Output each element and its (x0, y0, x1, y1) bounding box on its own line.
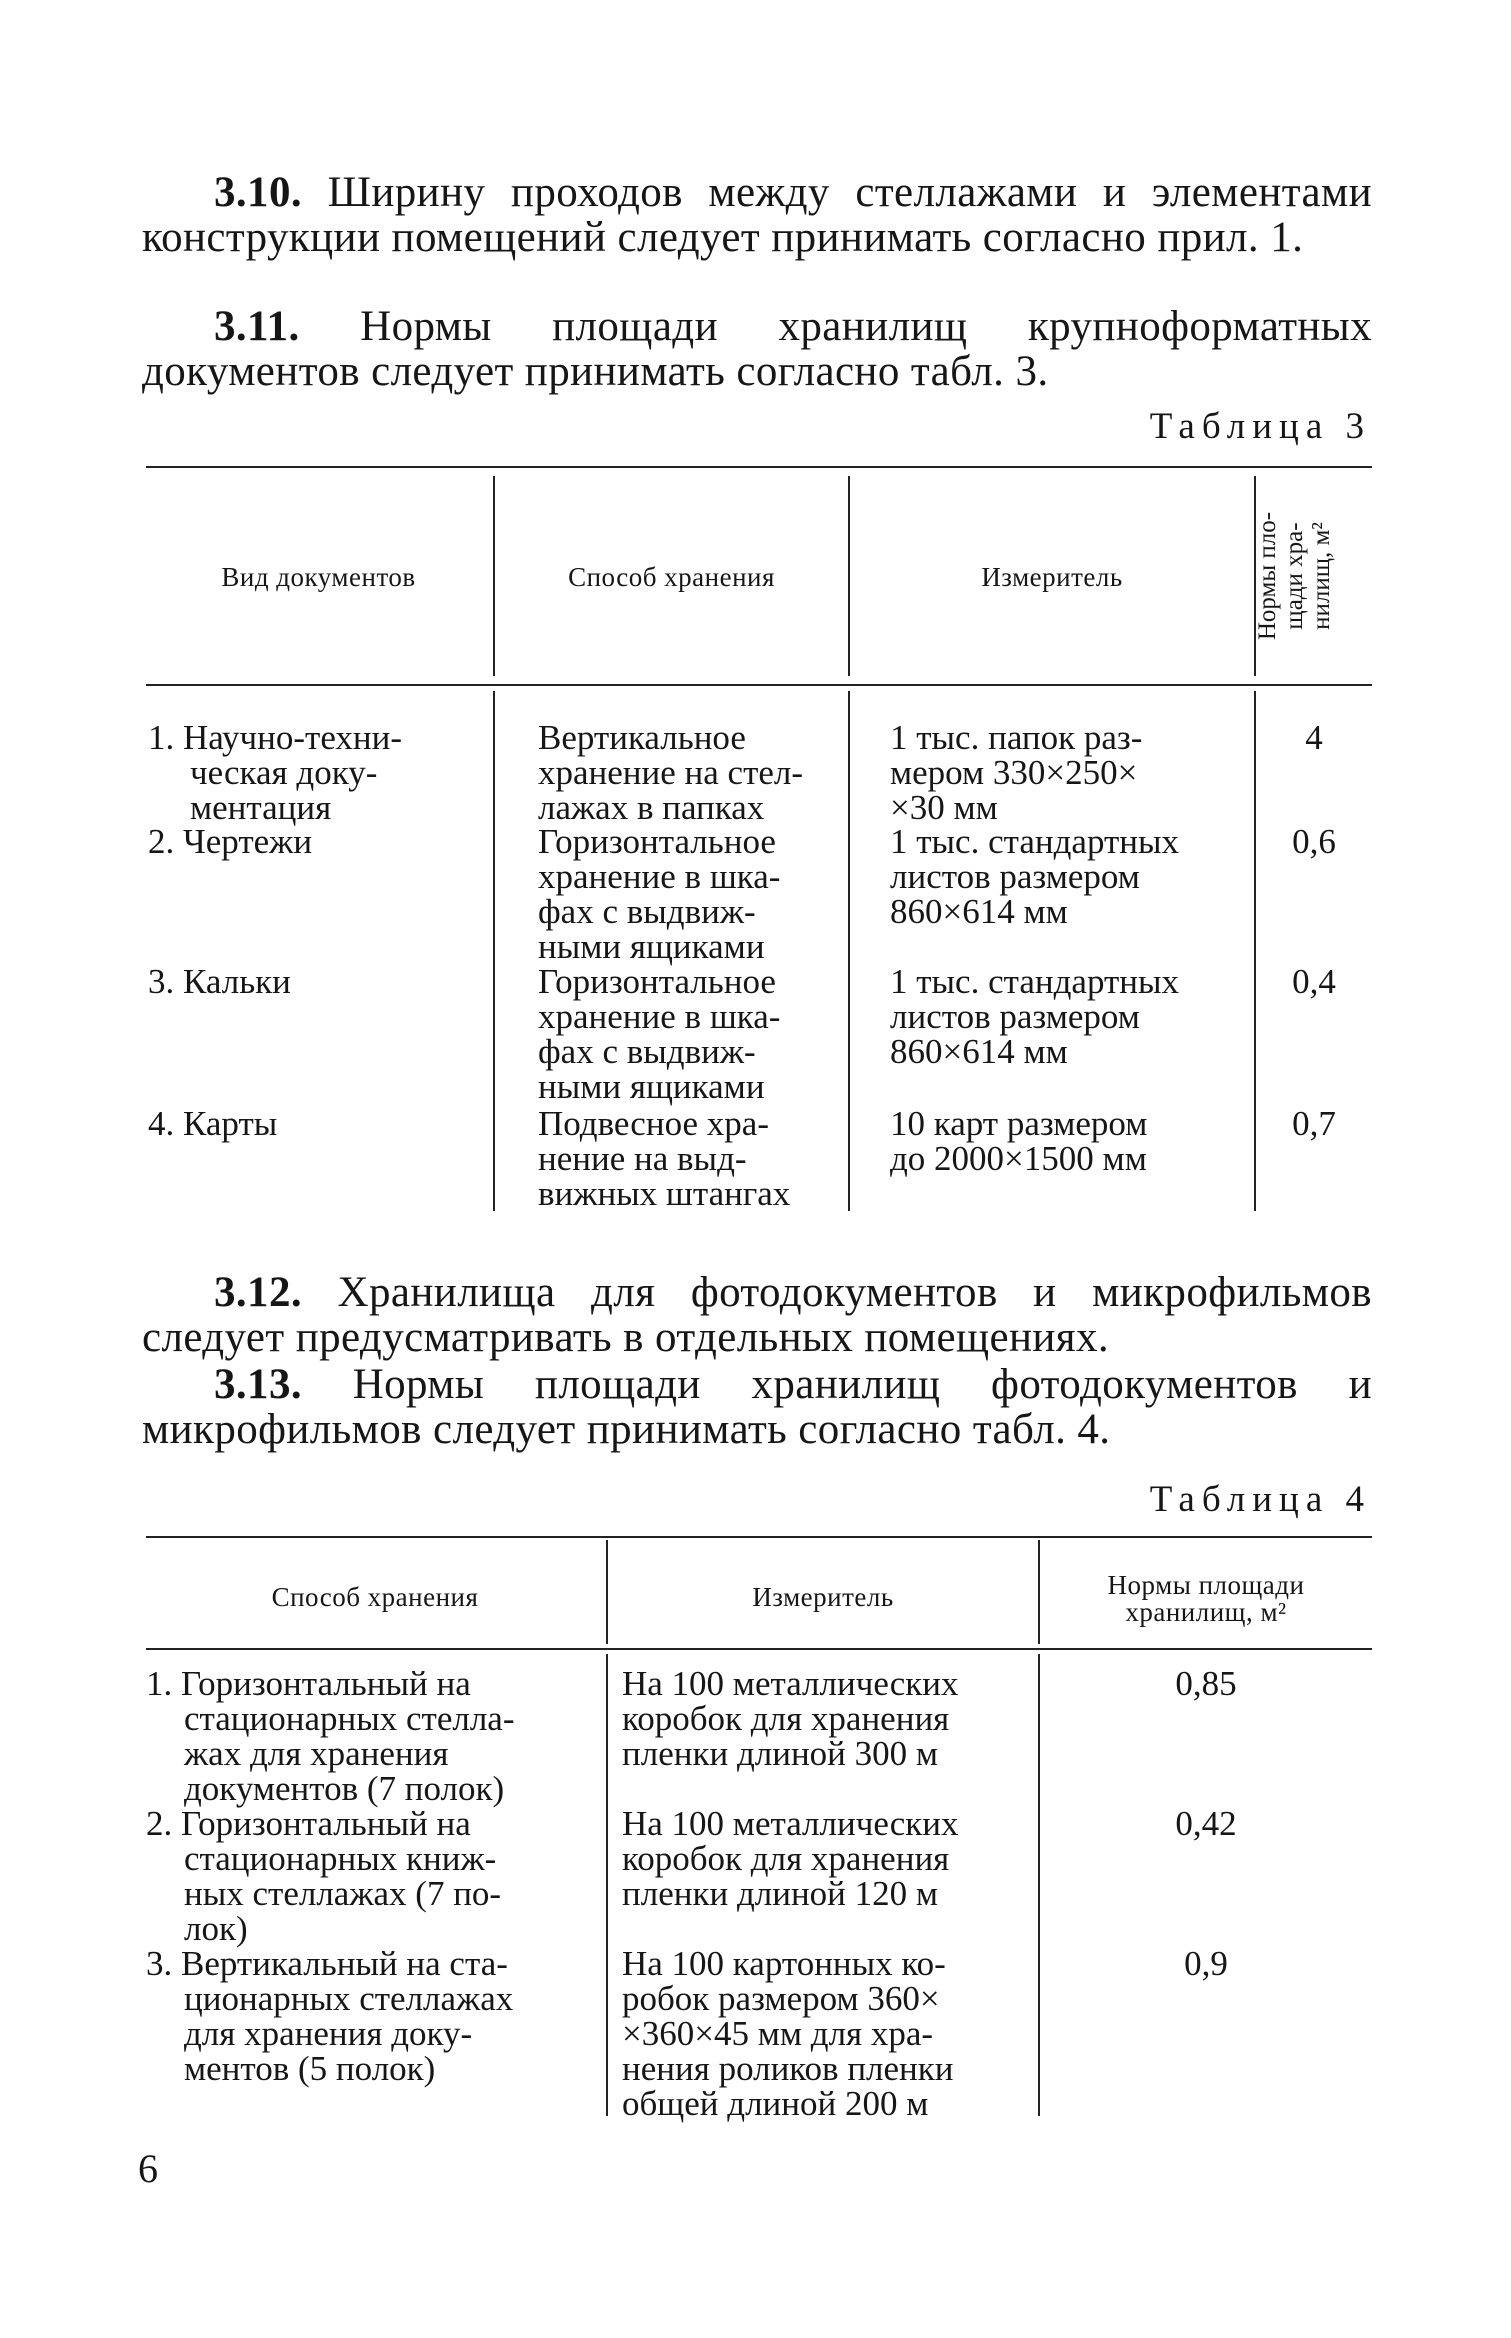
header-line: хранилищ, м² (1125, 1597, 1287, 1627)
cell-line: нение на выд- (538, 1139, 747, 1178)
cell-line: хранение в шка- (538, 997, 781, 1036)
table-4-row-3-norm: 0,9 (1184, 1944, 1228, 1983)
table-4-row-1-measure (622, 1666, 959, 1771)
paragraph-3-12 (142, 1270, 1372, 1360)
table-top-rule (146, 1536, 1372, 1538)
cell-line: документов (7 полок) (184, 1769, 505, 1808)
paragraph-text: Ширину проходов между стеллажами и элементами конструкции помещений следует принимать согласно прил. 1. (142, 169, 1372, 261)
header-area-norm (1040, 1572, 1372, 1626)
table-4-row-1-norm: 0,85 (1175, 1664, 1237, 1703)
header-measure: Измеритель (981, 562, 1123, 592)
table-3-row-2-method (538, 824, 780, 964)
table-3-row-3-method (538, 964, 780, 1104)
cell-line: Горизонтальное (538, 962, 776, 1001)
table-3-row-1-method (538, 720, 803, 825)
cell-line: 3. Кальки (148, 962, 291, 1001)
cell-line: Подвесное хра- (538, 1104, 769, 1143)
cell-line: ментов (5 полок) (184, 2049, 436, 2088)
cell-line: лажах в папках (538, 788, 765, 827)
cell-line: ных стеллажах (7 по- (184, 1874, 502, 1913)
table-4-row-3-method (146, 1946, 513, 2086)
cell-line: 860×614 мм (890, 1032, 1068, 1071)
cell-line: 1 тыс. стандартных (890, 822, 1180, 861)
cell-line: мером 330×250× (890, 753, 1138, 792)
cell-line: для хранения доку- (184, 2014, 473, 2053)
paragraph-number: 3.13. (214, 1361, 302, 1408)
table-3-row-2-measure (890, 824, 1179, 929)
cell-line: На 100 металлических (622, 1804, 959, 1843)
cell-line: робок размером 360× (622, 1979, 940, 2018)
header-line: Нормы пло- (1254, 511, 1281, 641)
cell-line: 1 тыс. папок раз- (890, 718, 1143, 757)
cell-line: вижных штангах (538, 1174, 791, 1213)
column-divider (493, 691, 495, 1211)
cell-line: нения роликов пленки (622, 2049, 954, 2088)
cell-line: 3. Вертикальный на ста- (146, 1944, 508, 1983)
cell-line: ×30 мм (890, 788, 998, 827)
header-line: щади хра- (1281, 522, 1308, 630)
table-3-row-4-norm: 0,7 (1292, 1104, 1336, 1143)
table-4-caption: Таблица 4 (1149, 1479, 1371, 1520)
paragraph-text: Хранилища для фотодокументов и микрофильмов следует предусматривать в отдельных помещениях. (142, 1269, 1372, 1361)
table-3-row-1-norm: 4 (1305, 718, 1323, 757)
table-3-row-2-type (148, 824, 312, 859)
table-4-row-1-method (146, 1666, 515, 1806)
column-divider (848, 691, 850, 1211)
cell-line: 4. Карты (148, 1104, 278, 1143)
header-measure: Измеритель (752, 1582, 894, 1612)
cell-line: ными ящиками (538, 1067, 765, 1106)
column-divider (1038, 1654, 1040, 2116)
paragraph-number: 3.12. (214, 1269, 302, 1316)
header-line: нилищ, м² (1308, 522, 1335, 630)
table-header-rule (146, 684, 1372, 686)
cell-line: хранение на стел- (538, 753, 804, 792)
table-4-row-3-measure (622, 1946, 954, 2121)
table-top-rule (146, 466, 1372, 468)
paragraph-number: 3.11. (214, 303, 300, 350)
cell-line: фах с выдвиж- (538, 892, 756, 931)
cell-line: пленки длиной 300 м (622, 1734, 939, 1773)
cell-line: общей длиной 200 м (622, 2084, 929, 2123)
cell-line: ческая доку- (190, 753, 378, 792)
cell-line: Вертикальное (538, 718, 746, 757)
table-4-row-2-measure (622, 1806, 959, 1911)
table-header-rule (146, 1648, 1372, 1650)
page-number: 6 (138, 2146, 158, 2191)
header-document-type: Вид документов (221, 562, 416, 592)
cell-line: коробок для хранения (622, 1839, 950, 1878)
table-4 (146, 1536, 1372, 2123)
cell-line: ционарных стеллажах (184, 1979, 514, 2018)
cell-line: На 100 металлических (622, 1664, 959, 1703)
cell-line: жах для хранения (184, 1734, 449, 1773)
table-4-row-2-norm: 0,42 (1175, 1804, 1237, 1843)
cell-line: коробок для хранения (622, 1699, 950, 1738)
cell-line: ×360×45 мм для хра- (622, 2014, 934, 2053)
cell-line: 1 тыс. стандартных (890, 962, 1180, 1001)
paragraph-number: 3.10. (214, 169, 302, 216)
header-storage-method: Способ хранения (271, 1582, 479, 1612)
table-3-row-2-norm: 0,6 (1292, 822, 1336, 861)
header-area-norm (1254, 481, 1336, 671)
cell-line: стационарных книж- (184, 1839, 497, 1878)
cell-line: стационарных стелла- (184, 1699, 515, 1738)
table-3-row-3-norm: 0,4 (1292, 962, 1336, 1001)
table-3-caption: Таблица 3 (1149, 406, 1371, 447)
cell-line: ными ящиками (538, 927, 765, 966)
table-3-row-3-measure (890, 964, 1179, 1069)
cell-line: лок) (184, 1909, 248, 1948)
cell-line: 10 карт размером (890, 1104, 1148, 1143)
cell-line: листов размером (890, 857, 1140, 896)
cell-line: 1. Горизонтальный на (146, 1664, 471, 1703)
cell-line: На 100 картонных ко- (622, 1944, 946, 1983)
table-4-row-2-method (146, 1806, 501, 1946)
cell-line: 860×614 мм (890, 892, 1068, 931)
table-3-row-4-type (148, 1106, 277, 1141)
paragraph-text: Нормы площади хранилищ фотодокументов и микрофильмов следует принимать согласно табл. 4. (142, 1361, 1372, 1453)
cell-line: Горизонтальное (538, 822, 776, 861)
cell-line: листов размером (890, 997, 1140, 1036)
cell-line: 2. Чертежи (148, 822, 313, 861)
paragraph-3-10 (142, 170, 1372, 260)
cell-line: фах с выдвиж- (538, 1032, 756, 1071)
table-3-row-3-type (148, 964, 291, 999)
table-3-row-4-method (538, 1106, 790, 1211)
cell-line: хранение в шка- (538, 857, 781, 896)
cell-line: до 2000×1500 мм (890, 1139, 1147, 1178)
column-divider (606, 1654, 608, 2116)
table-3-row-1-measure (890, 720, 1142, 825)
cell-line: 1. Научно-техни- (148, 718, 403, 757)
cell-line: 2. Горизонтальный на (146, 1804, 471, 1843)
header-storage-method: Способ хранения (568, 562, 775, 592)
header-line: Нормы площади (1107, 1570, 1305, 1600)
table-3-row-1-type (148, 720, 402, 825)
paragraph-text: Нормы площади хранилищ крупноформатных документов следует принимать согласно табл. 3. (142, 303, 1373, 395)
paragraph-3-11 (142, 304, 1372, 394)
cell-line: ментация (190, 788, 332, 827)
cell-line: пленки длиной 120 м (622, 1874, 939, 1913)
table-3-row-4-measure (890, 1106, 1147, 1176)
table-3 (146, 466, 1372, 1216)
paragraph-3-13 (142, 1362, 1372, 1452)
